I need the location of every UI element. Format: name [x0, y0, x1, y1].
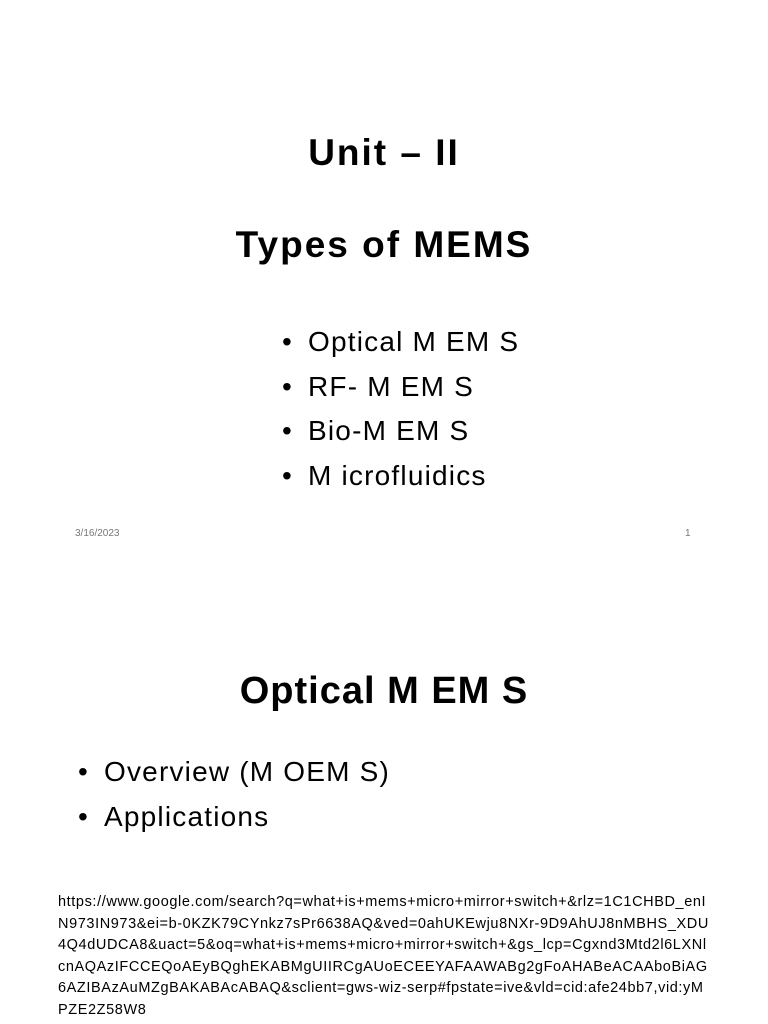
mems-types-list — [282, 320, 519, 498]
source-url: https://www.google.com/search?q=what+is+mems+micro+mirror+switch+&rlz=1C1CHBD_enIN973IN973&ei=b-0KZK79CYnkz7sPr6638AQ&ved=0ahUKEwju8NXr-9D9AhUJ8nMBHS_XDU4Q4dUDCA8&uact=5&oq=what+is+mems+micro+mirror+switch+&gs_lcp=Cgxnd3Mtd2l6LXNlcnAQAzIFCCEQoAEyBQghEKABMgUIIRCgAUoECEEYAFAAWABg2gFoAHABeACAAboBiAG6AZIBAzAuMZgBAKABAcABAQ&sclient=gws-wiz-serp#fpstate=ive&vld=cid:afe24bb7,vid:yMPZE2Z58W8 — [58, 894, 709, 1018]
list-item-label: Bio-M EM S — [308, 415, 470, 446]
list-item — [282, 365, 519, 410]
bullet-icon: • — [78, 756, 90, 787]
bullet-icon: • — [282, 459, 294, 491]
list-item — [282, 409, 519, 454]
slide-date: 3/16/2023 — [75, 528, 120, 539]
list-item — [282, 454, 519, 499]
optical-mems-title: Optical M EM S — [239, 670, 529, 712]
bullet-icon: • — [282, 326, 294, 357]
list-item-label: Overview (M OEM S) — [104, 756, 391, 787]
bullet-icon: • — [282, 415, 294, 446]
optical-mems-list — [78, 750, 390, 839]
list-item-label: RF- M EM S — [308, 370, 474, 402]
types-of-mems-title: Types of MEMS — [235, 224, 533, 265]
slide-page-number: 1 — [685, 528, 691, 539]
list-item — [78, 750, 390, 795]
list-item-label: Applications — [104, 800, 270, 832]
bullet-icon: • — [282, 370, 294, 402]
list-item-label: M icrofluidics — [308, 459, 487, 491]
bullet-icon: • — [78, 800, 90, 832]
list-item-label: Optical M EM S — [308, 326, 520, 357]
list-item — [282, 320, 519, 365]
unit-title: Unit – II — [308, 132, 460, 173]
list-item — [78, 795, 390, 840]
